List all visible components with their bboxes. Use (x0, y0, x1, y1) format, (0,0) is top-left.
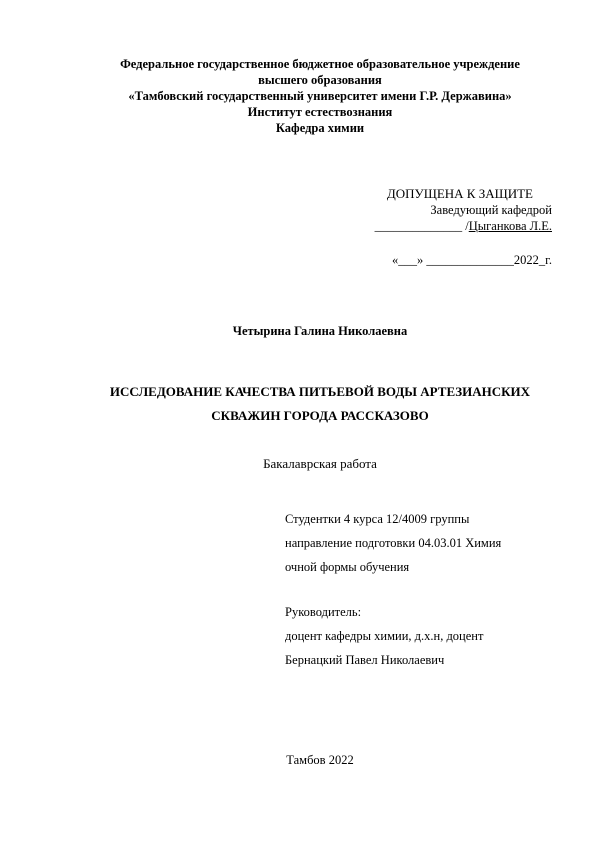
head-of-department-name: Цыганкова Л.Е. (468, 219, 552, 233)
approval-block (375, 186, 552, 268)
approval-position: Заведующий кафедрой (430, 203, 552, 217)
header-line-department: Кафедра химии (275, 121, 365, 135)
student-study-form: очной формы обучения (285, 560, 410, 574)
header-line-ministry: Федеральное государственное бюджетное образовательное учреждение (120, 57, 520, 71)
approval-date-line: «___» ______________2022_г. (392, 253, 552, 267)
institution-header (60, 56, 580, 136)
thesis-title (0, 380, 595, 428)
approval-title: ДОПУЩЕНА К ЗАЩИТЕ (386, 186, 533, 201)
header-line-university: «Тамбовский государственный университет имени Г.Р. Державина» (128, 89, 512, 103)
signature-blank: ______________ / (374, 219, 469, 233)
author-name: Четырина Галина Николаевна (232, 324, 408, 338)
supervisor-position: доцент кафедры химии, д.х.н, доцент (285, 629, 484, 643)
supervisor-label: Руководитель: (285, 605, 362, 619)
student-program: направление подготовки 04.03.01 Химия (285, 536, 502, 550)
header-line-institute: Институт естествознания (247, 105, 393, 119)
student-course-group: Студентки 4 курса 12/4009 группы (285, 512, 470, 526)
work-type: Бакалаврская работа (263, 456, 377, 471)
supervisor-info (285, 600, 483, 672)
thesis-title-line-1: ИССЛЕДОВАНИЕ КАЧЕСТВА ПИТЬЕВОЙ ВОДЫ АРТЕЗИАНСКИХ (109, 384, 531, 399)
approval-signature-line (375, 218, 552, 234)
student-info (285, 507, 501, 579)
city-year: Тамбов 2022 (286, 753, 354, 767)
thesis-title-line-2: СКВАЖИН ГОРОДА РАССКАЗОВО (211, 408, 429, 423)
header-line-education: высшего образования (258, 73, 382, 87)
supervisor-name: Бернацкий Павел Николаевич (285, 653, 445, 667)
